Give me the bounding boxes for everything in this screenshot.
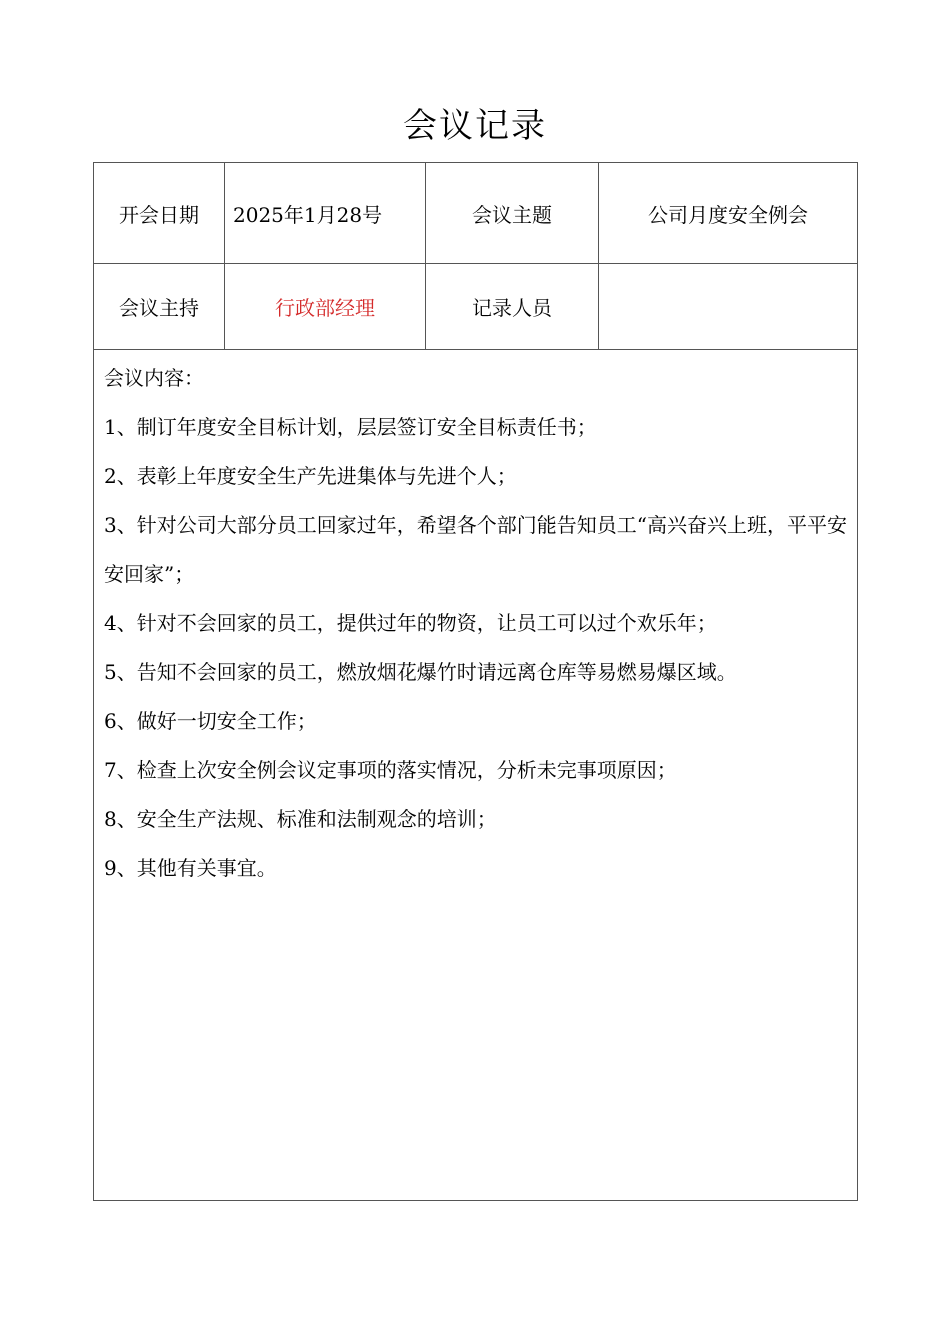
meeting-topic-label: 会议主题 xyxy=(426,163,599,264)
content-item-5: 5、告知不会回家的员工，燃放烟花爆竹时请远离仓库等易燃易爆区域。 xyxy=(104,660,737,684)
recorder-label: 记录人员 xyxy=(426,264,599,350)
meeting-date-label: 开会日期 xyxy=(94,163,225,264)
page-title: 会议记录 xyxy=(403,106,547,146)
content-item-7: 7、检查上次安全例会议定事项的落实情况，分析未完事项原因； xyxy=(104,758,677,782)
meeting-date-value: 2025年1月28号 xyxy=(225,163,426,264)
content-item-1: 1、制订年度安全目标计划，层层签订安全目标责任书； xyxy=(104,415,597,439)
content-item-2: 2、表彰上年度安全生产先进集体与先进个人； xyxy=(104,464,517,488)
content-item-9: 9、其他有关事宜。 xyxy=(104,856,277,880)
meeting-content-heading: 会议内容： xyxy=(104,366,204,390)
content-item-8: 8、安全生产法规、标准和法制观念的培训； xyxy=(104,807,497,831)
content-item-3: 3、针对公司大部分员工回家过年，希望各个部门能告知员工“高兴奋兴上班，平平安安回家”； xyxy=(104,513,847,586)
meeting-host-value: 行政部经理 xyxy=(225,264,426,350)
meeting-topic-value: 公司月度安全例会 xyxy=(599,163,858,264)
recorder-value xyxy=(599,264,858,350)
meeting-content-cell xyxy=(94,350,858,1201)
meeting-host-label: 会议主持 xyxy=(94,264,225,350)
table-row-date-topic xyxy=(94,163,858,264)
content-item-6: 6、做好一切安全工作； xyxy=(104,709,317,733)
table-row-content xyxy=(94,350,858,1201)
meeting-record-table xyxy=(93,162,858,1201)
table-row-host-recorder xyxy=(94,264,858,350)
content-item-4: 4、针对不会回家的员工，提供过年的物资，让员工可以过个欢乐年； xyxy=(104,611,717,635)
